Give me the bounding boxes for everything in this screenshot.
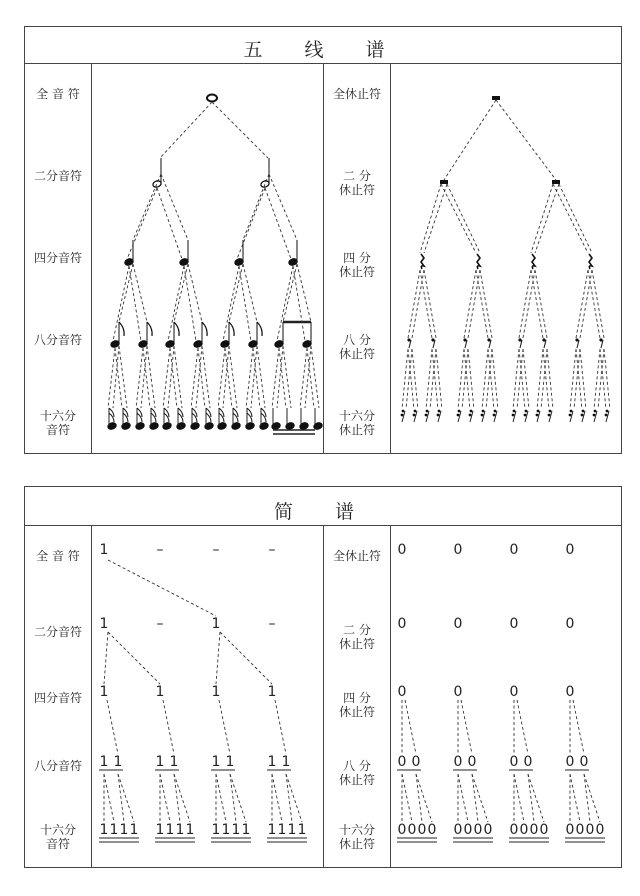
sixteenth-rest-symbol xyxy=(513,410,516,413)
tree-connector xyxy=(108,560,216,616)
sixteenth-rest-symbol xyxy=(426,410,429,413)
jianpu-note-digit: 1 xyxy=(119,822,129,838)
tree-connector xyxy=(444,100,496,180)
note-flag xyxy=(109,408,114,422)
tree-connector xyxy=(265,188,291,259)
jianpu-note-digit: 1 xyxy=(155,684,165,700)
tree-connector xyxy=(293,266,305,341)
eighth-rest-symbol xyxy=(542,338,545,341)
sixteenth-rest-symbol xyxy=(570,410,573,413)
tree-connector xyxy=(127,188,157,259)
sixteenth-rest-symbol xyxy=(402,410,405,413)
eighth-rest-symbol xyxy=(575,338,578,341)
eighth-rest-symbol xyxy=(599,338,602,341)
tree-connector xyxy=(528,774,534,822)
sixteenth-rest-stroke xyxy=(402,411,405,422)
jianpu-rest-digit: 0 xyxy=(565,822,575,838)
tree-connector xyxy=(514,774,524,822)
tree-connector xyxy=(223,266,239,341)
tree-connector xyxy=(531,184,553,253)
tree-connector xyxy=(416,774,422,822)
tree-connector xyxy=(272,774,282,822)
sixteenth-rest-symbol xyxy=(470,410,473,413)
jianpu-note-digit: 1 xyxy=(211,822,221,838)
staff-label-quarter-note: 四分音符 xyxy=(33,251,82,265)
tree-connector xyxy=(239,266,251,341)
jianpu-note-digit: 1 xyxy=(211,684,221,700)
tree-connector xyxy=(307,348,314,408)
jianpu-rest-digit: 0 xyxy=(453,616,463,632)
jianpu-label-whole-note: 全 音 符 xyxy=(36,549,80,563)
tree-connector xyxy=(157,188,182,259)
tree-connector xyxy=(219,700,230,754)
jianpu-rest-digit: 0 xyxy=(407,822,417,838)
jianpu-label-quarter-rest: 四 分 休止符 xyxy=(338,691,375,719)
jianpu-note-digit: – xyxy=(212,542,220,558)
sixteenth-rest-symbol xyxy=(414,410,417,413)
jianpu-rest-digit: 0 xyxy=(397,684,407,700)
sixteenth-rest-stroke xyxy=(537,411,540,422)
jianpu-rest-digit: 0 xyxy=(417,822,427,838)
sixteenth-rest-symbol xyxy=(469,414,472,417)
tree-connector xyxy=(461,700,472,754)
sixteenth-rest-symbol xyxy=(524,414,527,417)
staff-label-half-note: 二分音符 xyxy=(33,169,82,183)
tree-connector xyxy=(230,774,236,822)
jianpu-label-eighth-rest: 八 分 休止符 xyxy=(338,759,375,787)
jianpu-rest-digit: 0 xyxy=(579,754,589,770)
jianpu-label-sixteenth-note: 十六分 音符 xyxy=(39,823,76,851)
tree-connector xyxy=(283,264,297,322)
note-flag xyxy=(151,408,156,422)
tree-connector xyxy=(535,184,559,253)
tree-connector xyxy=(147,346,155,408)
tree-connector xyxy=(202,346,210,408)
tree-connector xyxy=(253,348,260,408)
jianpu-rest-digit: 0 xyxy=(595,822,605,838)
jianpu-rest-digit: 0 xyxy=(427,822,437,838)
jianpu-note-digit: 1 xyxy=(241,822,251,838)
jianpu-note-digit: 1 xyxy=(175,822,185,838)
note-flag xyxy=(192,408,197,422)
whole-rest-symbol xyxy=(492,96,500,100)
tree-connector xyxy=(198,348,205,408)
sixteenth-rest-stroke xyxy=(482,411,485,422)
jianpu-label-sixteenth-rest: 十六分 休止符 xyxy=(338,823,375,851)
note-flag xyxy=(119,322,124,336)
note-flag xyxy=(229,322,234,336)
jianpu-note-digit: 1 xyxy=(99,754,109,770)
sixteenth-rest-symbol xyxy=(548,414,551,417)
jianpu-note-digit: 1 xyxy=(129,822,139,838)
tree-connector xyxy=(118,774,134,822)
tree-connector xyxy=(216,774,226,822)
note-flag xyxy=(202,322,207,336)
sixteenth-rest-symbol xyxy=(457,414,460,417)
tree-connector xyxy=(160,102,212,158)
note-flag xyxy=(137,408,142,422)
jianpu-rest-digit: 0 xyxy=(453,754,463,770)
tree-connector xyxy=(229,346,237,408)
tree-connector xyxy=(163,700,174,754)
tree-connector xyxy=(119,264,133,322)
note-flag xyxy=(219,408,224,422)
sixteenth-rest-stroke xyxy=(494,411,497,422)
jianpu-note-digit: 1 xyxy=(287,822,297,838)
tree-connector xyxy=(584,774,590,822)
jianpu-rest-digit: 0 xyxy=(483,822,493,838)
sixteenth-rest-symbol xyxy=(582,410,585,413)
sixteenth-rest-stroke xyxy=(606,411,609,422)
eighth-rest-symbol xyxy=(407,338,410,341)
tree-connector xyxy=(405,700,416,754)
jianpu-rest-digit: 0 xyxy=(585,822,595,838)
tree-connector xyxy=(160,774,170,822)
tree-connector xyxy=(311,346,319,408)
tree-connector xyxy=(129,266,141,341)
sixteenth-rest-symbol xyxy=(549,410,552,413)
tree-connector xyxy=(269,174,297,240)
tree-connector xyxy=(243,264,257,322)
jianpu-rest-digit: 0 xyxy=(463,822,473,838)
sixteenth-rest-symbol xyxy=(593,414,596,417)
tree-connector xyxy=(472,774,478,822)
note-flag xyxy=(257,322,262,336)
jianpu-note-digit: – xyxy=(268,616,276,632)
tree-connector xyxy=(237,188,265,259)
tree-connector xyxy=(279,348,286,408)
quarter-rest-symbol xyxy=(477,254,480,269)
jianpu-title: 简 谱 xyxy=(273,501,373,523)
tree-connector xyxy=(472,774,488,822)
jianpu-note-digit: 1 xyxy=(211,754,221,770)
tree-connector xyxy=(163,348,170,408)
jianpu-note-digit: 1 xyxy=(113,754,123,770)
staff-label-whole-rest: 全休止符 xyxy=(332,87,381,101)
jianpu-note-digit: 1 xyxy=(99,542,109,558)
tree-connector xyxy=(570,774,580,822)
tree-connector xyxy=(104,632,108,684)
half-rest-symbol xyxy=(552,180,560,184)
jianpu-rest-digit: 0 xyxy=(411,754,421,770)
sixteenth-rest-stroke xyxy=(570,411,573,422)
note-flag xyxy=(147,322,152,336)
tree-connector xyxy=(104,774,114,822)
eighth-rest-symbol xyxy=(431,338,434,341)
tree-connector xyxy=(174,346,182,408)
tree-connector xyxy=(283,346,291,408)
tree-connector xyxy=(170,348,177,408)
eighth-rest-symbol xyxy=(463,338,466,341)
note-flag xyxy=(247,408,252,422)
jianpu-note-digit: 1 xyxy=(277,822,287,838)
tree-connector xyxy=(286,774,302,822)
jianpu-note-digit: 1 xyxy=(99,616,109,632)
jianpu-rest-digit: 0 xyxy=(397,616,407,632)
tree-connector xyxy=(286,774,292,822)
sixteenth-rest-symbol xyxy=(536,414,539,417)
whole-note-symbol xyxy=(207,95,217,102)
tree-connector xyxy=(275,700,286,754)
sixteenth-rest-symbol xyxy=(605,414,608,417)
jianpu-rest-digit: 0 xyxy=(509,822,519,838)
tree-connector xyxy=(496,100,556,180)
jianpu-label-quarter-note: 四分音符 xyxy=(33,691,82,705)
jianpu-note-digit: 1 xyxy=(155,822,165,838)
tree-connector xyxy=(447,184,480,253)
tree-connector xyxy=(420,184,441,253)
tree-connector xyxy=(188,264,202,322)
jianpu-rest-digit: 0 xyxy=(565,616,575,632)
tree-connector xyxy=(416,774,432,822)
tree-connector xyxy=(184,266,196,341)
tree-connector xyxy=(133,264,147,322)
jianpu-rest-digit: 0 xyxy=(575,822,585,838)
tree-connector xyxy=(174,774,180,822)
jianpu-note-digit: 1 xyxy=(281,754,291,770)
jianpu-note-digit: 1 xyxy=(267,684,277,700)
tree-connector xyxy=(246,348,253,408)
staff-title: 五 线 谱 xyxy=(243,39,403,61)
jianpu-rest-digit: 0 xyxy=(565,542,575,558)
tree-connector xyxy=(115,348,122,408)
tree-connector xyxy=(218,348,225,408)
jianpu-rest-digit: 0 xyxy=(397,542,407,558)
tree-connector xyxy=(277,266,293,341)
jianpu-rest-digit: 0 xyxy=(467,754,477,770)
sixteenth-rest-symbol xyxy=(606,410,609,413)
tree-connector xyxy=(191,348,198,408)
note-flag xyxy=(164,408,169,422)
jianpu-note-digit: 1 xyxy=(185,822,195,838)
eighth-rest-symbol xyxy=(518,338,521,341)
tree-connector xyxy=(297,264,311,322)
sixteenth-rest-stroke xyxy=(525,411,528,422)
tree-connector xyxy=(113,266,129,341)
tree-connector xyxy=(174,264,188,322)
sixteenth-rest-symbol xyxy=(525,410,528,413)
tree-connector xyxy=(229,264,243,322)
tree-connector xyxy=(212,102,268,158)
jianpu-rest-digit: 0 xyxy=(453,542,463,558)
jianpu-note-digit: 1 xyxy=(109,822,119,838)
note-flag xyxy=(178,408,183,422)
sixteenth-rest-symbol xyxy=(481,414,484,417)
tree-connector xyxy=(108,348,115,408)
sixteenth-rest-symbol xyxy=(401,414,404,417)
quarter-rest-symbol xyxy=(532,254,535,269)
jianpu-note-digit: – xyxy=(268,542,276,558)
tree-connector xyxy=(119,346,127,408)
staff-label-eighth-note: 八分音符 xyxy=(33,333,82,347)
tree-connector xyxy=(553,184,588,253)
eighth-rest-symbol xyxy=(487,338,490,341)
staff-label-half-rest: 二 分 休止符 xyxy=(338,169,375,197)
quarter-rest-symbol xyxy=(421,254,424,269)
tree-connector xyxy=(528,774,544,822)
jianpu-note-digit: 1 xyxy=(99,684,109,700)
jianpu-rest-digit: 0 xyxy=(509,616,519,632)
tree-connector xyxy=(424,184,447,253)
jianpu-note-digit: 1 xyxy=(231,822,241,838)
sixteenth-rest-symbol xyxy=(437,414,440,417)
jianpu-note-digit: 1 xyxy=(211,616,221,632)
tree-connector xyxy=(108,632,160,684)
jianpu-note-digit: 1 xyxy=(155,754,165,770)
jianpu-rest-digit: 0 xyxy=(565,684,575,700)
tree-connector xyxy=(216,632,220,684)
tree-connector xyxy=(573,700,584,754)
jianpu-label-whole-rest: 全休止符 xyxy=(332,549,381,563)
tree-connector xyxy=(458,774,468,822)
sixteenth-rest-stroke xyxy=(549,411,552,422)
tree-connector xyxy=(174,774,190,822)
note-flag xyxy=(261,408,266,422)
sixteenth-rest-stroke xyxy=(513,411,516,422)
note-flag xyxy=(123,408,128,422)
sixteenth-rest-stroke xyxy=(438,411,441,422)
jianpu-note-digit: 1 xyxy=(267,754,277,770)
tree-connector xyxy=(168,266,184,341)
staff-label-sixteenth-note: 十六分 音符 xyxy=(39,409,76,437)
jianpu-rest-digit: 0 xyxy=(509,684,519,700)
sixteenth-rest-symbol xyxy=(438,410,441,413)
jianpu-note-digit: – xyxy=(156,542,164,558)
note-flag xyxy=(174,322,179,336)
sixteenth-rest-symbol xyxy=(512,414,515,417)
tree-connector xyxy=(220,632,272,684)
note-flag xyxy=(233,408,238,422)
jianpu-rest-digit: 0 xyxy=(519,822,529,838)
tree-connector xyxy=(107,700,118,754)
jianpu-rest-digit: 0 xyxy=(509,542,519,558)
jianpu-label-half-rest: 二 分 休止符 xyxy=(338,623,375,651)
tree-connector xyxy=(118,774,124,822)
sixteenth-rest-stroke xyxy=(470,411,473,422)
tree-connector xyxy=(559,184,592,253)
tree-connector xyxy=(402,774,412,822)
jianpu-rest-digit: 0 xyxy=(473,822,483,838)
tree-connector xyxy=(143,348,150,408)
jianpu-rest-digit: 0 xyxy=(523,754,533,770)
sixteenth-rest-symbol xyxy=(482,410,485,413)
sixteenth-rest-symbol xyxy=(494,410,497,413)
half-rest-symbol xyxy=(440,180,448,184)
sixteenth-rest-symbol xyxy=(413,414,416,417)
staff-label-whole-note: 全 音 符 xyxy=(36,87,80,101)
sixteenth-rest-stroke xyxy=(458,411,461,422)
tree-connector xyxy=(517,700,528,754)
jianpu-label-half-note: 二分音符 xyxy=(33,625,82,639)
jianpu-note-digit: 1 xyxy=(267,822,277,838)
staff-label-quarter-rest: 四 分 休止符 xyxy=(338,251,375,279)
tree-connector xyxy=(230,774,246,822)
jianpu-rest-digit: 0 xyxy=(539,822,549,838)
jianpu-note-digit: 1 xyxy=(221,822,231,838)
jianpu-rest-digit: 0 xyxy=(509,754,519,770)
tree-connector xyxy=(272,348,279,408)
jianpu-label-eighth-note: 八分音符 xyxy=(33,759,82,773)
sixteenth-rest-stroke xyxy=(426,411,429,422)
sixteenth-rest-stroke xyxy=(594,411,597,422)
sixteenth-rest-symbol xyxy=(569,414,572,417)
tree-connector xyxy=(300,348,307,408)
jianpu-note-digit: 1 xyxy=(165,822,175,838)
jianpu-rest-digit: 0 xyxy=(529,822,539,838)
sixteenth-rest-symbol xyxy=(581,414,584,417)
quarter-rest-symbol xyxy=(589,254,592,269)
jianpu-rest-digit: 0 xyxy=(397,754,407,770)
tree-connector xyxy=(441,184,476,253)
jianpu-rest-digit: 0 xyxy=(565,754,575,770)
sixteenth-rest-symbol xyxy=(425,414,428,417)
sixteenth-rest-stroke xyxy=(414,411,417,422)
sixteenth-rest-symbol xyxy=(493,414,496,417)
staff-label-eighth-rest: 八 分 休止符 xyxy=(338,333,375,361)
tree-connector xyxy=(584,774,600,822)
jianpu-rest-digit: 0 xyxy=(453,684,463,700)
jianpu-note-digit: – xyxy=(156,616,164,632)
jianpu-note-digit: 1 xyxy=(225,754,235,770)
tree-connector xyxy=(257,346,265,408)
staff-label-sixteenth-rest: 十六分 休止符 xyxy=(338,409,375,437)
tree-connector xyxy=(225,348,232,408)
jianpu-note-digit: 1 xyxy=(99,822,109,838)
jianpu-note-digit: 1 xyxy=(297,822,307,838)
tree-connector xyxy=(136,348,143,408)
jianpu-rest-digit: 0 xyxy=(453,822,463,838)
jianpu-rest-digit: 0 xyxy=(397,822,407,838)
sixteenth-rest-symbol xyxy=(537,410,540,413)
sixteenth-rest-symbol xyxy=(458,410,461,413)
tree-connector xyxy=(161,174,188,240)
sixteenth-rest-symbol xyxy=(594,410,597,413)
note-flag xyxy=(206,408,211,422)
sixteenth-rest-stroke xyxy=(582,411,585,422)
jianpu-note-digit: 1 xyxy=(169,754,179,770)
